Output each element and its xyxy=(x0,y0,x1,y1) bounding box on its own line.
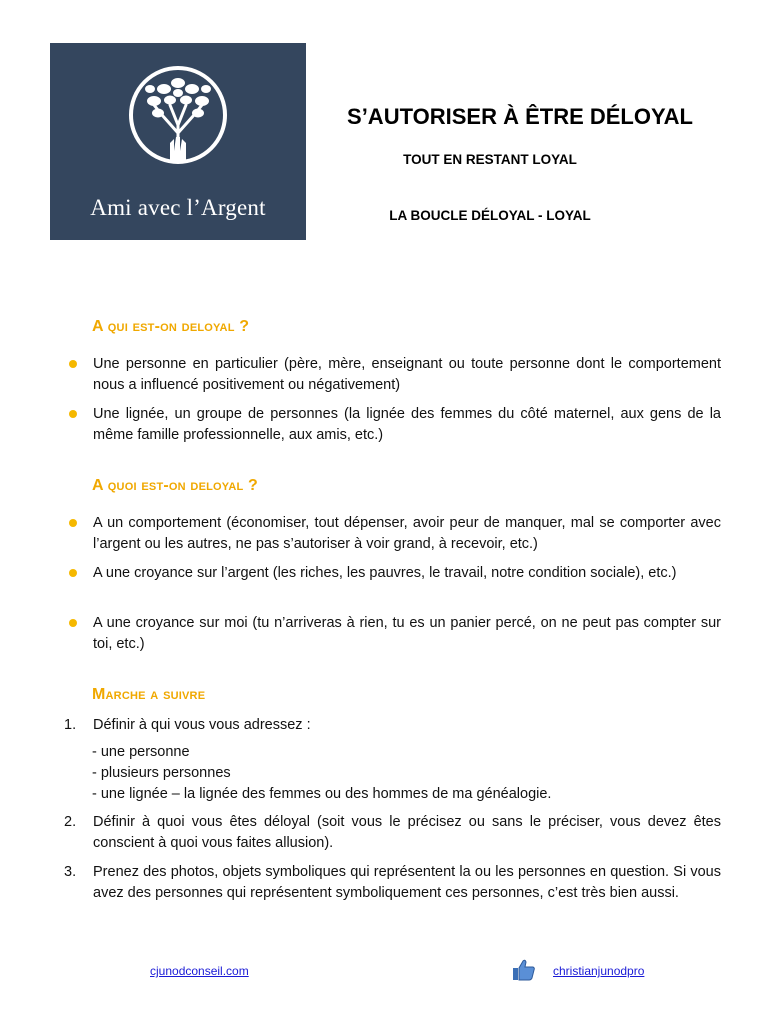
bullet-icon xyxy=(69,519,77,527)
bullet-icon xyxy=(69,619,77,627)
logo xyxy=(50,43,306,240)
list-item: Une personne en particulier (père, mère, enseignant ou toute personne dont le comportement nous a influencé positivement ou négativement) xyxy=(93,356,721,393)
step-number: 3. xyxy=(64,864,77,880)
tree-hand-icon xyxy=(128,53,228,189)
section-heading-marche: Marche a suivre xyxy=(92,686,206,703)
bullet-icon xyxy=(69,569,77,577)
list-item: A une croyance sur moi (tu n’arriveras à rien, tu es un panier percé, on ne peut pas compter sur toi, etc.) xyxy=(93,615,721,652)
step-number: 1. xyxy=(64,717,77,733)
section-heading-quoi: A quoi est-on deloyal ? xyxy=(92,477,258,494)
section-heading-qui: A qui est-on deloyal ? xyxy=(92,318,250,335)
bullet-icon xyxy=(69,360,77,368)
website-link[interactable]: cjunodconseil.com xyxy=(150,964,249,978)
list-item: Une lignée, un groupe de personnes (la lignée des femmes du côté maternel, aux gens de la même famille professionnelle, aux amis, etc.) xyxy=(93,406,721,443)
subtitle-1: TOUT EN RESTANT LOYAL xyxy=(403,152,577,167)
step-item: Prenez des photos, objets symboliques qui représentent la ou les personnes en question. Si vous avez des personnes qui représentent symboliquement ces personnes, c’est très bien aussi. xyxy=(93,864,721,901)
list-item: A une croyance sur l’argent (les riches, les pauvres, le travail, notre condition sociale), etc.) xyxy=(93,565,677,581)
thumbs-up-icon xyxy=(512,959,536,981)
sub-item: - une lignée – la lignée des femmes ou des hommes de ma généalogie. xyxy=(92,786,552,802)
social-link[interactable]: christianjunodpro xyxy=(553,964,645,978)
sub-item: - une personne xyxy=(92,744,190,760)
list-item: A un comportement (économiser, tout dépenser, avoir peur de manquer, mal se comporter avec l’argent ou les autres, ne pas s’autoriser à voir grand, à recevoir, etc.) xyxy=(93,515,721,552)
bullet-icon xyxy=(69,410,77,418)
step-item: Définir à qui vous vous adressez : xyxy=(93,717,311,733)
sub-item: - plusieurs personnes xyxy=(92,765,231,781)
step-item: Définir à quoi vous êtes déloyal (soit vous le précisez ou sans le préciser, vous devez êtes conscient à quoi vous faites allusion). xyxy=(93,814,721,851)
logo-text: Ami avec l’Argent xyxy=(90,195,266,220)
page-title: S’AUTORISER À ÊTRE DÉLOYAL xyxy=(347,104,693,129)
subtitle-2: LA BOUCLE DÉLOYAL - LOYAL xyxy=(389,208,591,223)
step-number: 2. xyxy=(64,814,77,830)
